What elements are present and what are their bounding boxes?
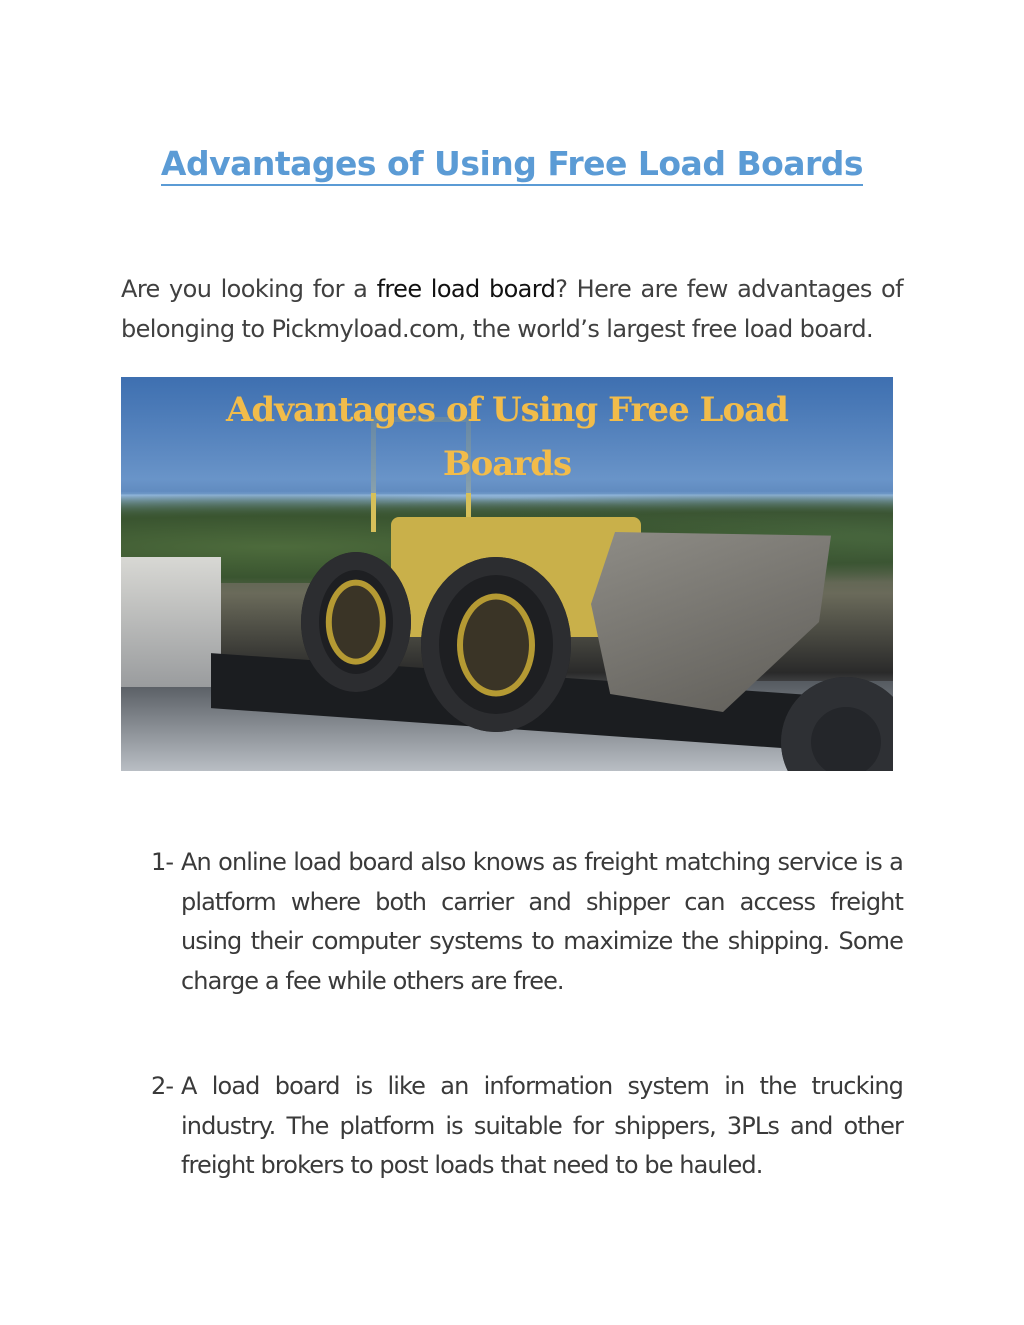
intro-text-after: ? Here are few advantages of belonging to Pickmyload.com, the world’s largest free load board. [121, 275, 903, 343]
page-title [0, 144, 1024, 183]
page-title-text: Advantages of Using Free Load Boards [161, 144, 863, 186]
hero-banner-text: Advantages of Using Free Load Boards [226, 390, 788, 484]
list-item [121, 1067, 903, 1186]
hero-loader-rear-wheel [301, 552, 411, 692]
advantages-list [121, 843, 903, 1186]
list-item-text: A load board is like an information system in the trucking industry. The platform is suitable for shippers, 3PLs and other freight brokers to post loads that need to be hauled. [181, 1072, 903, 1179]
list-item-text: An online load board also knows as freight matching service is a platform where both carrier and shipper can access freight using their computer systems to maximize the shipping. Some charge a fee while others are free. [181, 848, 903, 995]
hero-truck-cab [121, 557, 221, 687]
hero-image [121, 377, 893, 771]
intro-text-before: Are you looking for a [121, 275, 377, 303]
free-load-board-link[interactable]: free load board [376, 275, 556, 303]
intro-paragraph [121, 270, 903, 349]
list-item-number: 2- [151, 1072, 174, 1100]
hero-loader-front-wheel [421, 557, 571, 732]
list-item-number: 1- [151, 848, 174, 876]
list-item [121, 843, 903, 1001]
